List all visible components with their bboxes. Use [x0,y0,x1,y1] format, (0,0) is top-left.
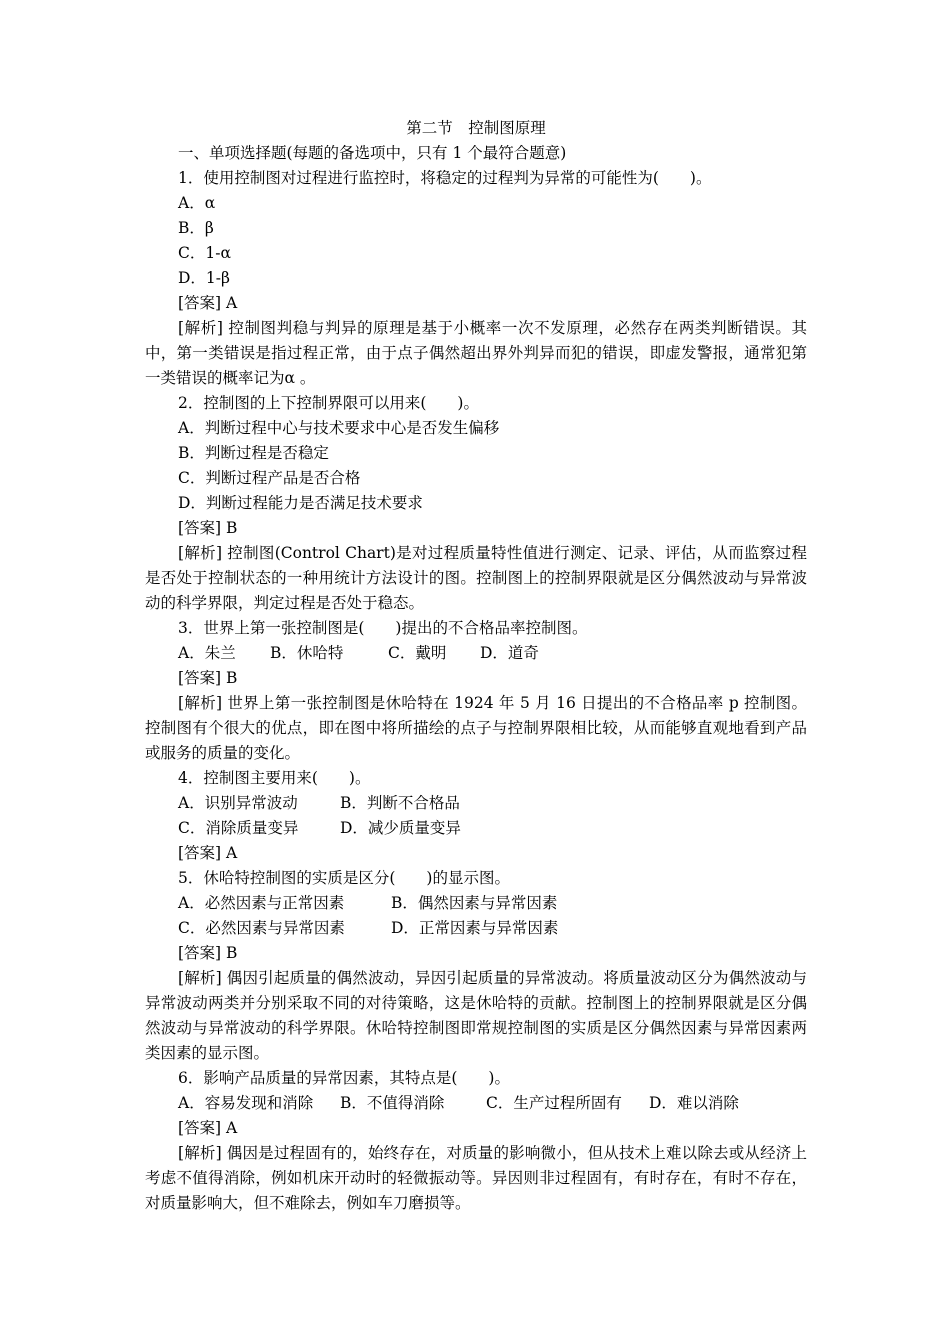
question-4-stem: 4．控制图主要用来( )。 [178,769,371,787]
question-5-option-c: C．必然因素与异常因素 [178,919,345,937]
question-2-answer: [答案] B [178,519,238,537]
question-1-option-a: A．α [178,194,216,212]
question-1-answer: [答案] A [178,294,238,312]
question-2-option-d: D．判断过程能力是否满足技术要求 [178,494,423,512]
question-6-stem: 6．影响产品质量的异常因素，其特点是( )。 [178,1069,510,1087]
question-5-stem: 5．休哈特控制图的实质是区分( )的显示图。 [178,869,510,887]
question-3-analysis: [解析] 世界上第一张控制图是休哈特在 1924 年 5 月 16 日提出的不合格品率 p 控制图。控制图有个很大的优点，即在图中将所描绘的点子与控制界限相比较，从而能够直观地看到产品或服务的质量的变化。 [145,694,807,762]
question-4-option-d: D．减少质量变异 [340,819,461,837]
question-4-options-row-1 [145,791,807,816]
question-5-analysis: [解析] 偶因引起质量的偶然波动，异因引起质量的异常波动。将质量波动区分为偶然波动与异常波动两类并分别采取不同的对待策略，这是休哈特的贡献。控制图上的控制界限就是区分偶然波动与异常波动的科学界限。休哈特控制图即常规控制图的实质是区分偶然因素与异常因素两类因素的显示图。 [145,969,807,1062]
question-3-option-a: A．朱兰 [178,644,236,662]
question-3-options [145,641,807,666]
question-3-stem: 3．世界上第一张控制图是( )提出的不合格品率控制图。 [178,619,588,637]
question-3-option-b: B．休哈特 [270,644,344,662]
question-2-option-c: C．判断过程产品是否合格 [178,469,361,487]
question-5-option-d: D．正常因素与异常因素 [391,919,559,937]
question-5-options-row-1 [145,891,807,916]
question-6-option-a: A．容易发现和消除 [178,1094,314,1112]
question-6-options [145,1091,807,1116]
question-1-analysis: [解析] 控制图判稳与判异的原理是基于小概率一次不发原理，必然存在两类判断错误。其中，第一类错误是指过程正常，由于点子偶然超出界外判异而犯的错误，即虚发警报，通常犯第一类错误的概率记为α 。 [145,319,807,387]
question-6-option-b: B．不值得消除 [340,1094,445,1112]
question-5-options-row-2 [145,916,807,941]
question-3-option-d: D．道奇 [480,644,539,662]
question-2-option-a: A．判断过程中心与技术要求中心是否发生偏移 [178,419,500,437]
question-4-answer: [答案] A [178,844,238,862]
question-1-stem: 1．使用控制图对过程进行监控时，将稳定的过程判为异常的可能性为( )。 [178,169,712,187]
question-2-option-b: B．判断过程是否稳定 [178,444,329,462]
question-6-answer: [答案] A [178,1119,238,1137]
section-title: 第二节 控制图原理 [406,119,546,137]
question-1-option-b: B．β [178,219,214,237]
question-1-option-c: C．1-α [178,244,231,262]
question-4-option-c: C．消除质量变异 [178,819,299,837]
question-2-analysis: [解析] 控制图(Control Chart)是对过程质量特性值进行测定、记录、评估，从而监察过程是否处于控制状态的一种用统计方法设计的图。控制图上的控制界限就是区分偶然波动与异常波动的科学界限，判定过程是否处于稳态。 [145,544,807,612]
question-4-options-row-2 [145,816,807,841]
document-body [145,116,807,1216]
question-5-option-b: B．偶然因素与异常因素 [391,894,558,912]
question-type-heading: 一、单项选择题(每题的备选项中，只有 1 个最符合题意) [178,144,567,162]
question-6-option-c: C．生产过程所固有 [486,1094,622,1112]
question-4-option-b: B．判断不合格品 [340,794,460,812]
question-6-option-d: D．难以消除 [649,1094,739,1112]
question-5-option-a: A．必然因素与正常因素 [178,894,345,912]
question-2-stem: 2．控制图的上下控制界限可以用来( )。 [178,394,479,412]
question-5-answer: [答案] B [178,944,238,962]
question-1-option-d: D．1-β [178,269,230,287]
question-6-analysis: [解析] 偶因是过程固有的，始终存在，对质量的影响微小，但从技术上难以除去或从经济上考虑不值得消除，例如机床开动时的轻微振动等。异因则非过程固有，有时存在，有时不存在，对质量影响大，但不难除去，例如车刀磨损等。 [145,1144,807,1212]
question-4-option-a: A．识别异常波动 [178,794,298,812]
question-3-option-c: C．戴明 [388,644,447,662]
question-3-answer: [答案] B [178,669,238,687]
